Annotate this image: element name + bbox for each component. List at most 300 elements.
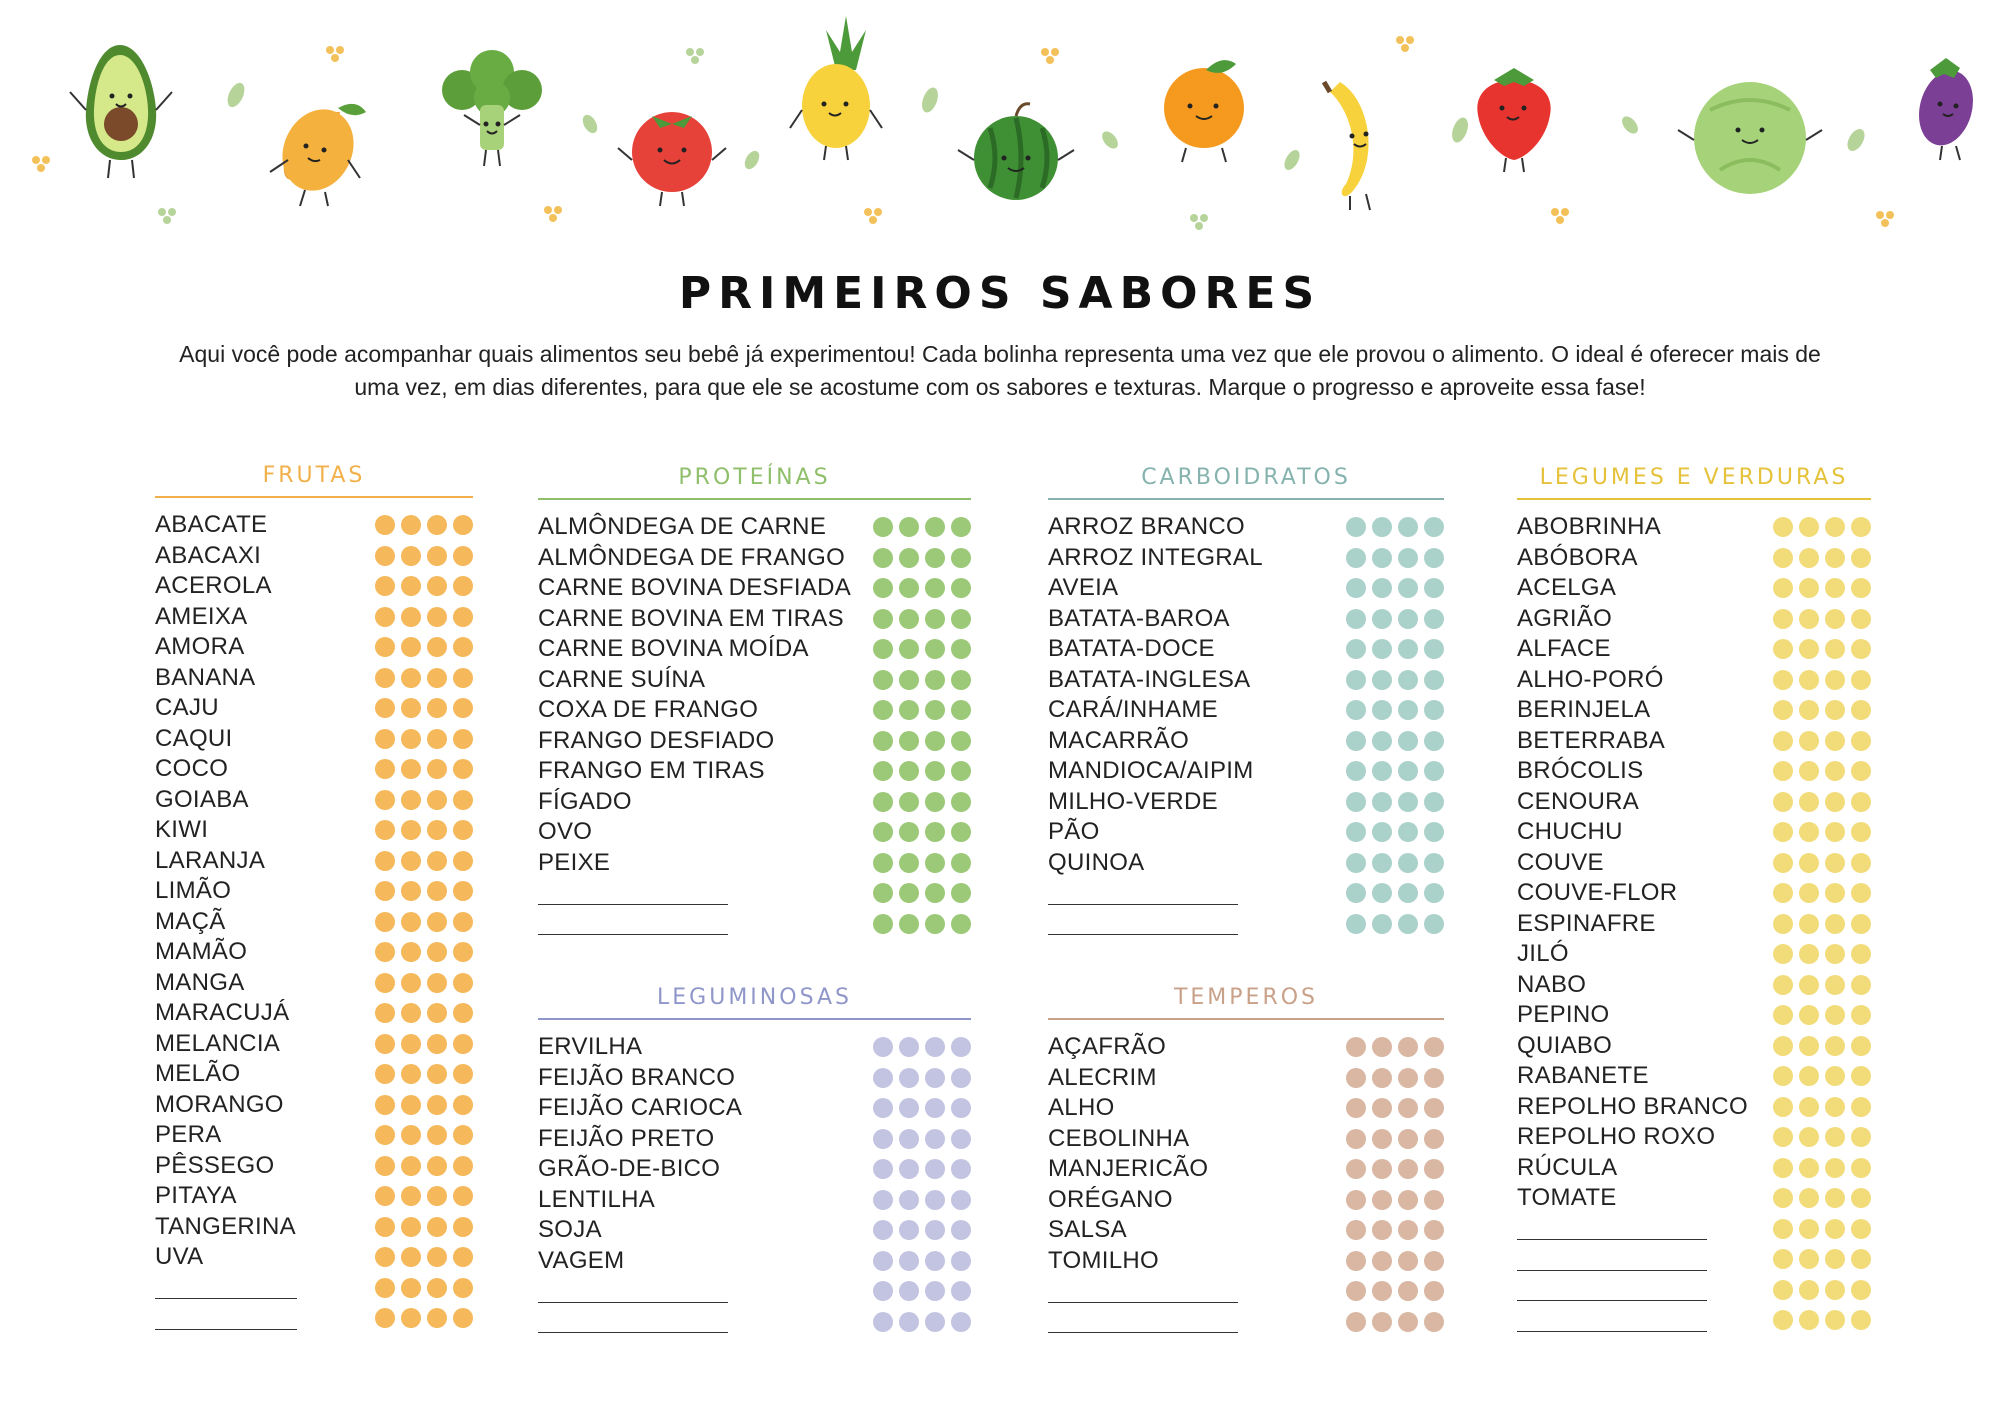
- tasting-dot[interactable]: [1773, 1310, 1793, 1330]
- tasting-dot[interactable]: [1424, 1098, 1444, 1118]
- tasting-dot[interactable]: [1773, 761, 1793, 781]
- tasting-dot[interactable]: [1773, 1097, 1793, 1117]
- tasting-dot[interactable]: [401, 1308, 421, 1328]
- tasting-dot[interactable]: [1346, 914, 1366, 934]
- tasting-dot[interactable]: [453, 851, 473, 871]
- tasting-dot[interactable]: [1372, 1068, 1392, 1088]
- tasting-dot[interactable]: [925, 1068, 945, 1088]
- blank-write-line[interactable]: [1048, 1310, 1238, 1333]
- tasting-dot[interactable]: [1773, 883, 1793, 903]
- blank-write-line[interactable]: [155, 1307, 297, 1330]
- tasting-dot[interactable]: [375, 576, 395, 596]
- tasting-dot[interactable]: [925, 1281, 945, 1301]
- blank-write-line[interactable]: [1517, 1278, 1707, 1301]
- tasting-dot[interactable]: [1372, 700, 1392, 720]
- tasting-dot[interactable]: [1773, 609, 1793, 629]
- tasting-dot[interactable]: [1799, 578, 1819, 598]
- tasting-dot[interactable]: [1424, 822, 1444, 842]
- tasting-dot[interactable]: [873, 822, 893, 842]
- tasting-dot[interactable]: [925, 1159, 945, 1179]
- tasting-dot[interactable]: [1424, 578, 1444, 598]
- tasting-dot[interactable]: [1424, 609, 1444, 629]
- tasting-dot[interactable]: [899, 1129, 919, 1149]
- tasting-dot[interactable]: [951, 1037, 971, 1057]
- tasting-dot[interactable]: [375, 668, 395, 688]
- blank-write-line[interactable]: [1517, 1248, 1707, 1271]
- tasting-dot[interactable]: [375, 546, 395, 566]
- tasting-dot[interactable]: [1773, 944, 1793, 964]
- tasting-dot[interactable]: [873, 1220, 893, 1240]
- blank-write-line[interactable]: [1048, 1280, 1238, 1303]
- tasting-dot[interactable]: [1825, 1219, 1845, 1239]
- tasting-dot[interactable]: [453, 698, 473, 718]
- tasting-dot[interactable]: [427, 515, 447, 535]
- tasting-dot[interactable]: [375, 759, 395, 779]
- tasting-dot[interactable]: [873, 517, 893, 537]
- tasting-dot[interactable]: [1825, 761, 1845, 781]
- tasting-dot[interactable]: [1773, 1127, 1793, 1147]
- tasting-dot[interactable]: [1825, 914, 1845, 934]
- tasting-dot[interactable]: [1799, 700, 1819, 720]
- tasting-dot[interactable]: [1372, 1159, 1392, 1179]
- tasting-dot[interactable]: [1851, 548, 1871, 568]
- tasting-dot[interactable]: [1773, 1249, 1793, 1269]
- tasting-dot[interactable]: [1372, 1129, 1392, 1149]
- tasting-dot[interactable]: [925, 1251, 945, 1271]
- tasting-dot[interactable]: [427, 637, 447, 657]
- tasting-dot[interactable]: [1424, 761, 1444, 781]
- tasting-dot[interactable]: [951, 792, 971, 812]
- tasting-dot[interactable]: [1799, 761, 1819, 781]
- tasting-dot[interactable]: [453, 1308, 473, 1328]
- tasting-dot[interactable]: [873, 609, 893, 629]
- tasting-dot[interactable]: [925, 1220, 945, 1240]
- tasting-dot[interactable]: [1346, 609, 1366, 629]
- tasting-dot[interactable]: [1799, 1219, 1819, 1239]
- tasting-dot[interactable]: [1799, 944, 1819, 964]
- tasting-dot[interactable]: [1799, 792, 1819, 812]
- tasting-dot[interactable]: [1825, 548, 1845, 568]
- tasting-dot[interactable]: [1825, 975, 1845, 995]
- tasting-dot[interactable]: [427, 607, 447, 627]
- tasting-dot[interactable]: [1346, 761, 1366, 781]
- blank-write-line[interactable]: [538, 1310, 728, 1333]
- tasting-dot[interactable]: [1773, 1219, 1793, 1239]
- tasting-dot[interactable]: [375, 942, 395, 962]
- tasting-dot[interactable]: [1773, 1005, 1793, 1025]
- tasting-dot[interactable]: [1346, 731, 1366, 751]
- tasting-dot[interactable]: [925, 639, 945, 659]
- tasting-dot[interactable]: [453, 607, 473, 627]
- tasting-dot[interactable]: [401, 1095, 421, 1115]
- tasting-dot[interactable]: [1799, 517, 1819, 537]
- tasting-dot[interactable]: [1424, 548, 1444, 568]
- tasting-dot[interactable]: [427, 1247, 447, 1267]
- tasting-dot[interactable]: [899, 1068, 919, 1088]
- tasting-dot[interactable]: [899, 822, 919, 842]
- blank-write-line[interactable]: [538, 1280, 728, 1303]
- tasting-dot[interactable]: [401, 729, 421, 749]
- tasting-dot[interactable]: [1346, 1281, 1366, 1301]
- tasting-dot[interactable]: [401, 637, 421, 657]
- tasting-dot[interactable]: [1799, 883, 1819, 903]
- tasting-dot[interactable]: [375, 1034, 395, 1054]
- tasting-dot[interactable]: [925, 1190, 945, 1210]
- tasting-dot[interactable]: [1398, 1037, 1418, 1057]
- tasting-dot[interactable]: [1851, 1158, 1871, 1178]
- tasting-dot[interactable]: [1424, 639, 1444, 659]
- tasting-dot[interactable]: [1398, 639, 1418, 659]
- tasting-dot[interactable]: [951, 822, 971, 842]
- tasting-dot[interactable]: [1799, 609, 1819, 629]
- tasting-dot[interactable]: [1799, 548, 1819, 568]
- tasting-dot[interactable]: [1799, 731, 1819, 751]
- blank-write-line[interactable]: [1048, 912, 1238, 935]
- tasting-dot[interactable]: [1398, 1220, 1418, 1240]
- tasting-dot[interactable]: [427, 1186, 447, 1206]
- tasting-dot[interactable]: [401, 1003, 421, 1023]
- tasting-dot[interactable]: [951, 731, 971, 751]
- tasting-dot[interactable]: [375, 1125, 395, 1145]
- tasting-dot[interactable]: [1424, 1068, 1444, 1088]
- tasting-dot[interactable]: [401, 942, 421, 962]
- tasting-dot[interactable]: [1825, 1249, 1845, 1269]
- tasting-dot[interactable]: [1825, 609, 1845, 629]
- tasting-dot[interactable]: [1825, 1036, 1845, 1056]
- tasting-dot[interactable]: [1851, 609, 1871, 629]
- tasting-dot[interactable]: [453, 637, 473, 657]
- tasting-dot[interactable]: [1372, 883, 1392, 903]
- tasting-dot[interactable]: [1398, 517, 1418, 537]
- tasting-dot[interactable]: [925, 700, 945, 720]
- tasting-dot[interactable]: [375, 607, 395, 627]
- tasting-dot[interactable]: [453, 1186, 473, 1206]
- tasting-dot[interactable]: [873, 670, 893, 690]
- tasting-dot[interactable]: [1346, 1098, 1366, 1118]
- tasting-dot[interactable]: [1825, 1310, 1845, 1330]
- tasting-dot[interactable]: [401, 546, 421, 566]
- tasting-dot[interactable]: [1424, 792, 1444, 812]
- tasting-dot[interactable]: [1372, 914, 1392, 934]
- tasting-dot[interactable]: [899, 1220, 919, 1240]
- tasting-dot[interactable]: [401, 851, 421, 871]
- tasting-dot[interactable]: [951, 1129, 971, 1149]
- tasting-dot[interactable]: [453, 973, 473, 993]
- tasting-dot[interactable]: [1398, 670, 1418, 690]
- tasting-dot[interactable]: [1372, 1037, 1392, 1057]
- tasting-dot[interactable]: [899, 578, 919, 598]
- tasting-dot[interactable]: [1372, 578, 1392, 598]
- tasting-dot[interactable]: [925, 578, 945, 598]
- tasting-dot[interactable]: [1398, 609, 1418, 629]
- tasting-dot[interactable]: [427, 1003, 447, 1023]
- tasting-dot[interactable]: [951, 853, 971, 873]
- tasting-dot[interactable]: [427, 729, 447, 749]
- tasting-dot[interactable]: [375, 790, 395, 810]
- tasting-dot[interactable]: [1346, 578, 1366, 598]
- tasting-dot[interactable]: [873, 1281, 893, 1301]
- tasting-dot[interactable]: [925, 914, 945, 934]
- tasting-dot[interactable]: [1773, 1066, 1793, 1086]
- tasting-dot[interactable]: [899, 1098, 919, 1118]
- tasting-dot[interactable]: [1372, 639, 1392, 659]
- tasting-dot[interactable]: [899, 853, 919, 873]
- tasting-dot[interactable]: [899, 731, 919, 751]
- tasting-dot[interactable]: [1825, 1005, 1845, 1025]
- tasting-dot[interactable]: [951, 761, 971, 781]
- tasting-dot[interactable]: [899, 639, 919, 659]
- tasting-dot[interactable]: [1825, 700, 1845, 720]
- tasting-dot[interactable]: [1799, 1005, 1819, 1025]
- tasting-dot[interactable]: [1398, 883, 1418, 903]
- tasting-dot[interactable]: [1851, 1097, 1871, 1117]
- tasting-dot[interactable]: [1346, 822, 1366, 842]
- tasting-dot[interactable]: [1773, 853, 1793, 873]
- tasting-dot[interactable]: [401, 973, 421, 993]
- tasting-dot[interactable]: [401, 515, 421, 535]
- tasting-dot[interactable]: [1424, 1220, 1444, 1240]
- tasting-dot[interactable]: [1851, 914, 1871, 934]
- tasting-dot[interactable]: [375, 1217, 395, 1237]
- tasting-dot[interactable]: [1372, 670, 1392, 690]
- tasting-dot[interactable]: [951, 578, 971, 598]
- tasting-dot[interactable]: [899, 1312, 919, 1332]
- tasting-dot[interactable]: [1773, 792, 1793, 812]
- tasting-dot[interactable]: [453, 729, 473, 749]
- tasting-dot[interactable]: [375, 1278, 395, 1298]
- tasting-dot[interactable]: [1346, 639, 1366, 659]
- tasting-dot[interactable]: [899, 761, 919, 781]
- tasting-dot[interactable]: [873, 853, 893, 873]
- tasting-dot[interactable]: [1398, 731, 1418, 751]
- tasting-dot[interactable]: [453, 1125, 473, 1145]
- tasting-dot[interactable]: [1799, 822, 1819, 842]
- tasting-dot[interactable]: [1825, 792, 1845, 812]
- tasting-dot[interactable]: [899, 609, 919, 629]
- tasting-dot[interactable]: [873, 1312, 893, 1332]
- tasting-dot[interactable]: [453, 546, 473, 566]
- tasting-dot[interactable]: [1398, 853, 1418, 873]
- tasting-dot[interactable]: [453, 668, 473, 688]
- tasting-dot[interactable]: [1398, 1068, 1418, 1088]
- tasting-dot[interactable]: [375, 973, 395, 993]
- tasting-dot[interactable]: [401, 820, 421, 840]
- tasting-dot[interactable]: [1398, 1159, 1418, 1179]
- tasting-dot[interactable]: [401, 1156, 421, 1176]
- tasting-dot[interactable]: [375, 698, 395, 718]
- tasting-dot[interactable]: [951, 1251, 971, 1271]
- tasting-dot[interactable]: [1424, 731, 1444, 751]
- tasting-dot[interactable]: [925, 883, 945, 903]
- tasting-dot[interactable]: [873, 761, 893, 781]
- tasting-dot[interactable]: [1346, 548, 1366, 568]
- tasting-dot[interactable]: [1799, 1036, 1819, 1056]
- tasting-dot[interactable]: [1851, 700, 1871, 720]
- tasting-dot[interactable]: [899, 792, 919, 812]
- tasting-dot[interactable]: [1799, 853, 1819, 873]
- tasting-dot[interactable]: [925, 548, 945, 568]
- tasting-dot[interactable]: [1825, 883, 1845, 903]
- tasting-dot[interactable]: [1346, 1068, 1366, 1088]
- tasting-dot[interactable]: [1851, 639, 1871, 659]
- tasting-dot[interactable]: [1825, 731, 1845, 751]
- tasting-dot[interactable]: [1424, 1251, 1444, 1271]
- tasting-dot[interactable]: [1372, 1190, 1392, 1210]
- tasting-dot[interactable]: [951, 1190, 971, 1210]
- tasting-dot[interactable]: [401, 698, 421, 718]
- tasting-dot[interactable]: [427, 546, 447, 566]
- tasting-dot[interactable]: [925, 609, 945, 629]
- tasting-dot[interactable]: [951, 517, 971, 537]
- blank-write-line[interactable]: [1048, 882, 1238, 905]
- tasting-dot[interactable]: [1825, 517, 1845, 537]
- tasting-dot[interactable]: [1773, 731, 1793, 751]
- tasting-dot[interactable]: [453, 759, 473, 779]
- tasting-dot[interactable]: [1398, 1251, 1418, 1271]
- tasting-dot[interactable]: [1825, 1097, 1845, 1117]
- tasting-dot[interactable]: [375, 1003, 395, 1023]
- tasting-dot[interactable]: [1851, 1310, 1871, 1330]
- tasting-dot[interactable]: [1346, 1312, 1366, 1332]
- tasting-dot[interactable]: [1424, 914, 1444, 934]
- tasting-dot[interactable]: [1851, 1066, 1871, 1086]
- tasting-dot[interactable]: [1799, 1066, 1819, 1086]
- tasting-dot[interactable]: [427, 820, 447, 840]
- tasting-dot[interactable]: [951, 914, 971, 934]
- tasting-dot[interactable]: [951, 1159, 971, 1179]
- tasting-dot[interactable]: [375, 881, 395, 901]
- tasting-dot[interactable]: [453, 881, 473, 901]
- tasting-dot[interactable]: [1851, 670, 1871, 690]
- tasting-dot[interactable]: [951, 700, 971, 720]
- tasting-dot[interactable]: [925, 792, 945, 812]
- tasting-dot[interactable]: [1372, 1251, 1392, 1271]
- tasting-dot[interactable]: [375, 729, 395, 749]
- tasting-dot[interactable]: [873, 1251, 893, 1271]
- tasting-dot[interactable]: [899, 1037, 919, 1057]
- tasting-dot[interactable]: [453, 790, 473, 810]
- tasting-dot[interactable]: [453, 1247, 473, 1267]
- tasting-dot[interactable]: [427, 790, 447, 810]
- tasting-dot[interactable]: [453, 1156, 473, 1176]
- tasting-dot[interactable]: [401, 1034, 421, 1054]
- tasting-dot[interactable]: [899, 914, 919, 934]
- tasting-dot[interactable]: [401, 912, 421, 932]
- tasting-dot[interactable]: [1372, 1281, 1392, 1301]
- tasting-dot[interactable]: [1825, 639, 1845, 659]
- tasting-dot[interactable]: [1398, 1190, 1418, 1210]
- tasting-dot[interactable]: [375, 515, 395, 535]
- tasting-dot[interactable]: [951, 639, 971, 659]
- tasting-dot[interactable]: [873, 731, 893, 751]
- tasting-dot[interactable]: [1851, 883, 1871, 903]
- tasting-dot[interactable]: [1424, 670, 1444, 690]
- tasting-dot[interactable]: [899, 883, 919, 903]
- tasting-dot[interactable]: [1424, 1312, 1444, 1332]
- tasting-dot[interactable]: [1424, 1037, 1444, 1057]
- tasting-dot[interactable]: [925, 517, 945, 537]
- tasting-dot[interactable]: [1346, 1190, 1366, 1210]
- tasting-dot[interactable]: [873, 1129, 893, 1149]
- tasting-dot[interactable]: [1825, 1127, 1845, 1147]
- tasting-dot[interactable]: [1398, 914, 1418, 934]
- tasting-dot[interactable]: [1851, 822, 1871, 842]
- tasting-dot[interactable]: [1346, 853, 1366, 873]
- tasting-dot[interactable]: [375, 912, 395, 932]
- tasting-dot[interactable]: [873, 883, 893, 903]
- tasting-dot[interactable]: [427, 1064, 447, 1084]
- tasting-dot[interactable]: [1825, 853, 1845, 873]
- tasting-dot[interactable]: [427, 881, 447, 901]
- tasting-dot[interactable]: [1851, 731, 1871, 751]
- blank-write-line[interactable]: [1517, 1309, 1707, 1332]
- tasting-dot[interactable]: [375, 637, 395, 657]
- tasting-dot[interactable]: [1799, 1280, 1819, 1300]
- tasting-dot[interactable]: [899, 1281, 919, 1301]
- tasting-dot[interactable]: [1773, 578, 1793, 598]
- tasting-dot[interactable]: [925, 1129, 945, 1149]
- tasting-dot[interactable]: [427, 1095, 447, 1115]
- tasting-dot[interactable]: [1825, 822, 1845, 842]
- tasting-dot[interactable]: [873, 639, 893, 659]
- tasting-dot[interactable]: [453, 576, 473, 596]
- tasting-dot[interactable]: [1398, 1129, 1418, 1149]
- tasting-dot[interactable]: [899, 1159, 919, 1179]
- tasting-dot[interactable]: [1372, 792, 1392, 812]
- tasting-dot[interactable]: [1799, 670, 1819, 690]
- tasting-dot[interactable]: [873, 700, 893, 720]
- tasting-dot[interactable]: [925, 1098, 945, 1118]
- tasting-dot[interactable]: [1773, 670, 1793, 690]
- tasting-dot[interactable]: [925, 670, 945, 690]
- tasting-dot[interactable]: [1372, 1220, 1392, 1240]
- tasting-dot[interactable]: [899, 670, 919, 690]
- tasting-dot[interactable]: [375, 1186, 395, 1206]
- tasting-dot[interactable]: [401, 1278, 421, 1298]
- tasting-dot[interactable]: [427, 1308, 447, 1328]
- tasting-dot[interactable]: [951, 1098, 971, 1118]
- tasting-dot[interactable]: [1372, 609, 1392, 629]
- tasting-dot[interactable]: [427, 668, 447, 688]
- tasting-dot[interactable]: [1424, 700, 1444, 720]
- tasting-dot[interactable]: [1773, 1036, 1793, 1056]
- tasting-dot[interactable]: [1372, 761, 1392, 781]
- tasting-dot[interactable]: [1398, 792, 1418, 812]
- tasting-dot[interactable]: [1851, 1127, 1871, 1147]
- tasting-dot[interactable]: [1799, 1310, 1819, 1330]
- tasting-dot[interactable]: [1372, 1312, 1392, 1332]
- tasting-dot[interactable]: [453, 1217, 473, 1237]
- tasting-dot[interactable]: [1825, 670, 1845, 690]
- tasting-dot[interactable]: [1851, 944, 1871, 964]
- tasting-dot[interactable]: [401, 881, 421, 901]
- tasting-dot[interactable]: [1372, 853, 1392, 873]
- tasting-dot[interactable]: [1773, 975, 1793, 995]
- tasting-dot[interactable]: [951, 1220, 971, 1240]
- tasting-dot[interactable]: [1346, 792, 1366, 812]
- tasting-dot[interactable]: [873, 792, 893, 812]
- tasting-dot[interactable]: [453, 1064, 473, 1084]
- tasting-dot[interactable]: [427, 912, 447, 932]
- tasting-dot[interactable]: [453, 912, 473, 932]
- tasting-dot[interactable]: [401, 576, 421, 596]
- tasting-dot[interactable]: [1424, 1190, 1444, 1210]
- tasting-dot[interactable]: [951, 883, 971, 903]
- tasting-dot[interactable]: [375, 1308, 395, 1328]
- tasting-dot[interactable]: [1825, 1158, 1845, 1178]
- tasting-dot[interactable]: [1424, 853, 1444, 873]
- tasting-dot[interactable]: [1346, 883, 1366, 903]
